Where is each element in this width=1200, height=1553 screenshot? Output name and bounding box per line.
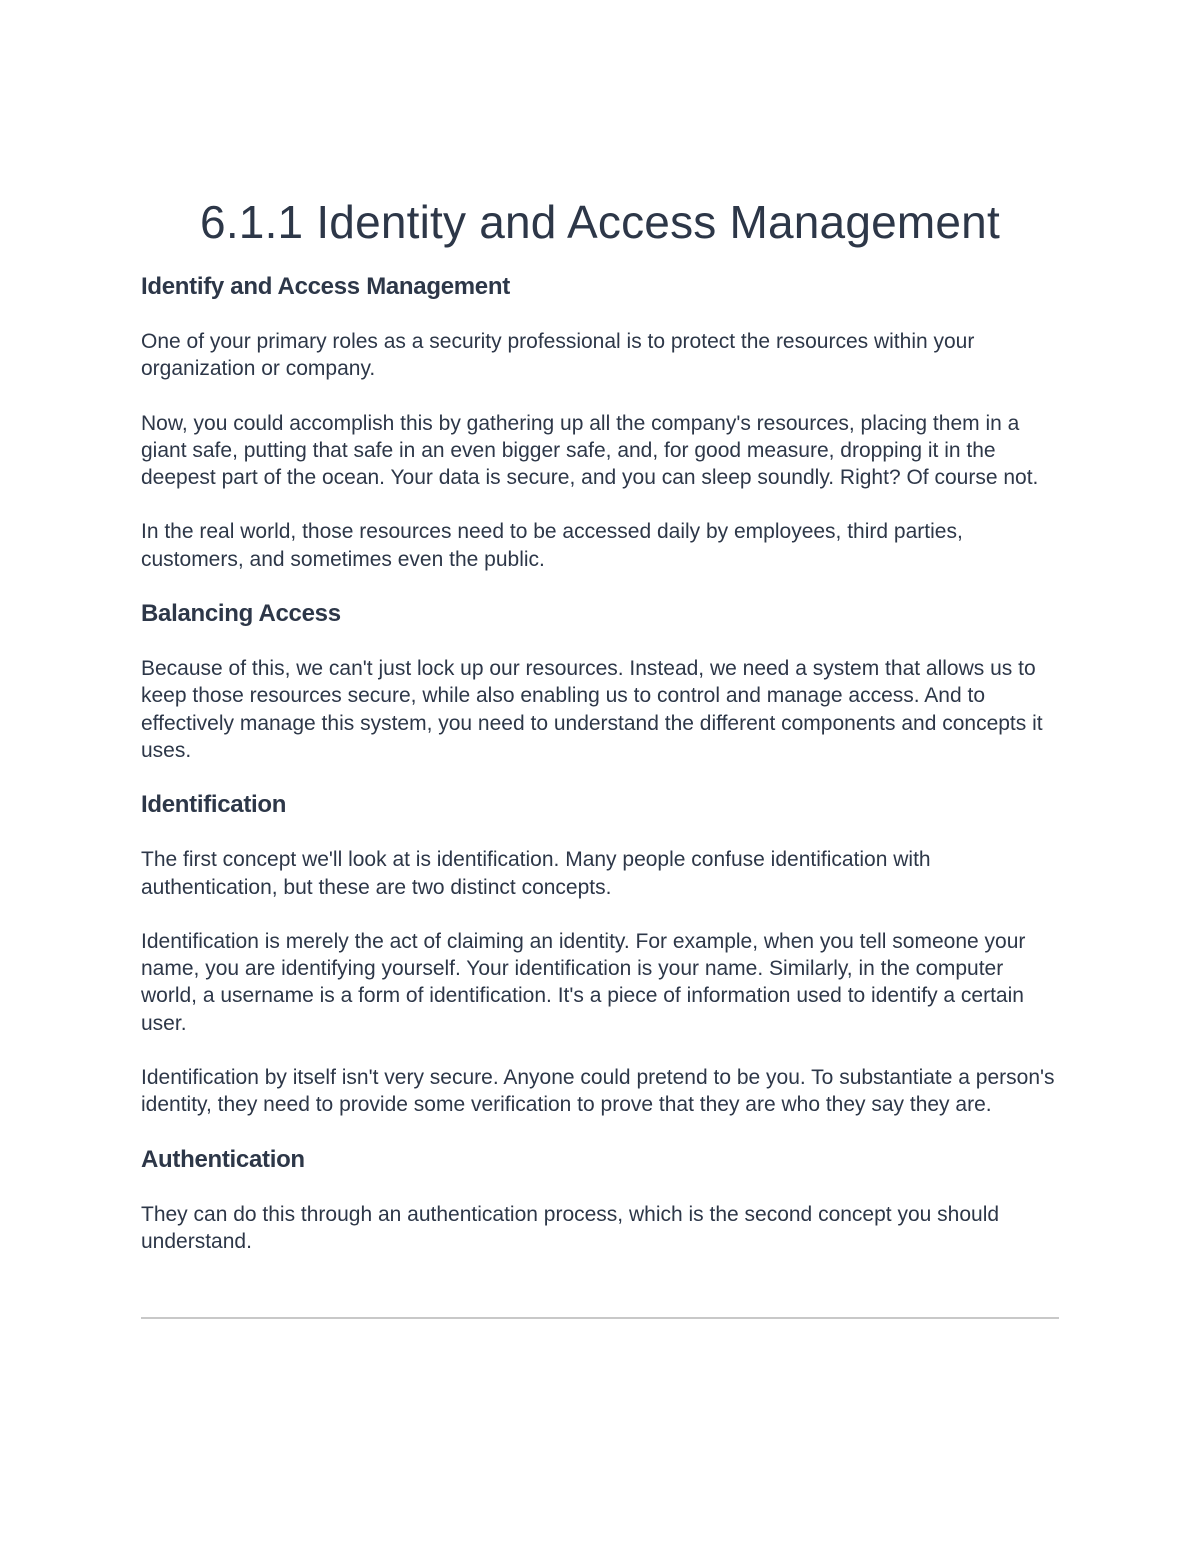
section-identify-and-access-management	[141, 272, 1059, 573]
section-heading: Balancing Access	[141, 600, 341, 628]
page-title: 6.1.1 Identity and Access Management	[200, 196, 1000, 248]
paragraph: Now, you could accomplish this by gathering up all the company's resources, placing them in a giant safe, putting that safe in an even bigger safe, and, for good measure, dropping it in the deepest part of the ocean. Your data is secure, and you can sleep soundly. Right? Of course not.	[141, 411, 1039, 490]
paragraph: They can do this through an authentication process, which is the second concept you should understand.	[141, 1202, 1000, 1253]
paragraph: Identification is merely the act of claiming an identity. For example, when you tell someone your name, you are identifying yourself. Your identification is your name. Similarly, in the computer world, a username is a form of identification. It's a piece of information used to identify a certain user.	[141, 929, 1026, 1035]
paragraph: In the real world, those resources need to be accessed daily by employees, third parties, customers, and sometimes even the public.	[141, 520, 963, 571]
section-heading: Identify and Access Management	[141, 273, 510, 300]
section-heading: Identification	[141, 791, 287, 819]
section-identification	[141, 790, 1059, 1118]
paragraph: One of your primary roles as a security professional is to protect the resources within your organization or company.	[141, 330, 975, 381]
paragraph: The first concept we'll look at is identification. Many people confuse identification with authentication, but these are two distinct concepts.	[141, 848, 931, 899]
section-balancing-access	[141, 599, 1059, 764]
section-authentication	[141, 1145, 1059, 1256]
horizontal-divider	[141, 1317, 1059, 1319]
paragraph: Because of this, we can't just lock up our resources. Instead, we need a system that allows us to keep those resources secure, while also enabling us to control and manage access. And to effectively manage this system, you need to understand the different components and concepts it uses.	[141, 657, 1043, 762]
paragraph: Identification by itself isn't very secure. Anyone could pretend to be you. To substantiate a person's identity, they need to provide some verification to prove that they are who they say they are.	[141, 1066, 1055, 1117]
section-heading: Authentication	[141, 1145, 305, 1173]
document-page	[141, 192, 1059, 1255]
